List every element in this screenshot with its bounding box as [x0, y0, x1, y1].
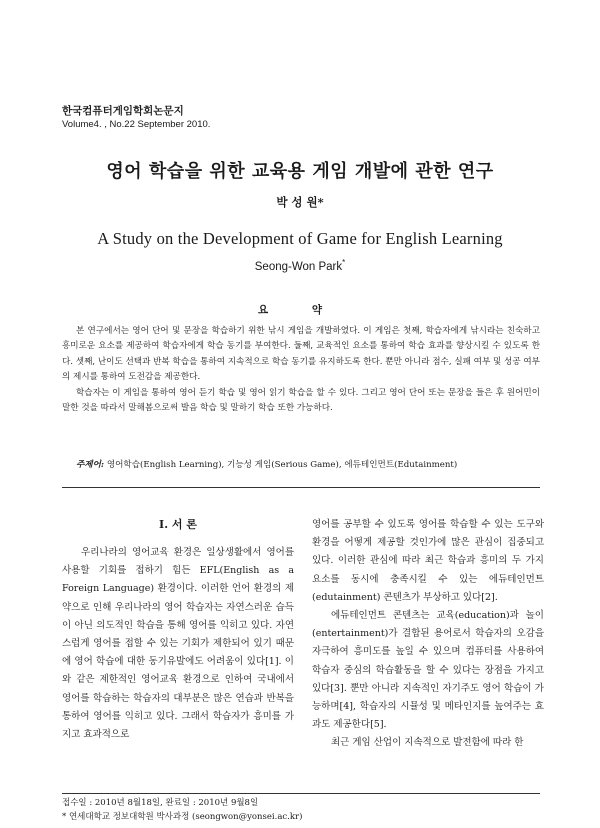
body-paragraph: 우리나라의 영어교육 환경은 일상생활에서 영어를 사용할 기회를 접하기 힘든 EFL(English as a Foreign Language) 환경이다. 이러한 언어 환경의 제약으로 인해 우리나라의 영어 학습자는 자연스러운 습득이 아닌 의도적인 학습을 통해 영어를 익히고 있다. 자연스럽게 영어를 접할 수 있는 기회가 제한되어 있기 때문에 영어 학습에 대한 동기유발에도 어려움이 있다[1]. 이와 같은 제한적인 영어교육 환경으로 인하여 국내에서 영어를 학습하는 학습자의 대부분은 많은 연습과 반복을 통하여 영어를 익히고 있다. 그래서 학습자가 흥미를 가지고 효과적으로 — [62, 547, 294, 741]
journal-name: 한국컴퓨터게임학회논문지 — [62, 105, 184, 117]
author-english — [0, 258, 600, 273]
keywords — [76, 458, 546, 470]
paper-title-english: A Study on the Development of Game for English Learning — [97, 229, 503, 248]
body-paragraph: 최근 게임 산업이 지속적으로 발전함에 따라 한 — [331, 737, 524, 749]
paper-title-korean: 영어 학습을 위한 교육용 게임 개발에 관한 연구 — [106, 161, 494, 182]
footnote-affiliation: * 연세대학교 정보대학원 박사과정 (seongwon@yonsei.ac.kr) — [62, 812, 303, 822]
abstract-paragraph: 학습자는 이 게임을 통하여 영어 듣기 학습 및 영어 읽기 학습을 할 수 있다. 그리고 영어 단어 또는 문장을 들은 후 원어민이 말한 것을 따라서 말해봄으로써 발음 학습 및 말하기 학습 또한 가능하다. — [62, 387, 540, 414]
keywords-text: 영어학습(English Learning), 기능성 게임(Serious Game), 에듀테인먼트(Edutainment) — [106, 460, 458, 470]
left-column — [62, 544, 294, 744]
section-heading: Ⅰ. 서 론 — [159, 518, 197, 531]
footnote-divider — [62, 793, 540, 794]
keywords-label: 주제어: — [76, 460, 105, 470]
footnote-received: 접수일 : 2010년 8월18일, 완료일 : 2010년 9월8일 — [62, 798, 259, 808]
author-english-name: Seong-Won Park — [254, 260, 343, 273]
abstract-body — [62, 324, 540, 416]
abstract-heading: 요 약 — [258, 304, 342, 316]
author-english-mark: * — [342, 258, 346, 267]
right-column — [312, 516, 544, 753]
abstract-paragraph: 본 연구에서는 영어 단어 및 문장을 학습하기 위한 낚시 게임을 개발하였다. 이 게임은 첫째, 학습자에게 낚시라는 친숙하고 흥미로운 요소를 제공하여 학습자에게 학습 동기를 부여한다. 둘째, 교육적인 요소를 통하여 학습 효과를 향상시킬 수 있도록 한다. 셋째, 난이도 선택과 반복 학습을 통하여 지속적으로 학습 동기를 유지하도록 한다. 뿐만 아니라 점수, 실패 여부 및 성공 여부의 제시를 통하여 도전감을 제공한다. — [62, 326, 540, 383]
body-paragraph: 영어를 공부할 수 있도록 영어를 학습할 수 있는 도구와 환경을 어떻게 제공할 것인가에 많은 관심이 집중되고 있다. 이러한 관심에 따라 최근 학습과 흥미의 두 가지 요소를 동시에 충족시킬 수 있는 에듀테인먼트(edutainment) 콘텐츠가 부상하고 있다[2]. — [312, 519, 544, 603]
author-korean: 박 성 원* — [276, 195, 324, 209]
volume-info: Volume4. , No.22 September 2010. — [62, 119, 211, 130]
divider — [62, 487, 540, 488]
body-paragraph: 에듀테인먼트 콘텐츠는 교육(education)과 놀이(entertainment)가 결합된 용어로서 학습자의 오감을 자극하여 흥미도를 높일 수 있으며 컴퓨터를 사용하여 학습자 중심의 학습활동을 할 수 있다는 장점을 가지고 있다[3]. 뿐만 아니라 지속적인 자기주도 영어 학습이 가능하며[4], 학습자의 시뮬성 및 메타인지를 높여주는 효과도 제공한다[5]. — [312, 610, 544, 731]
